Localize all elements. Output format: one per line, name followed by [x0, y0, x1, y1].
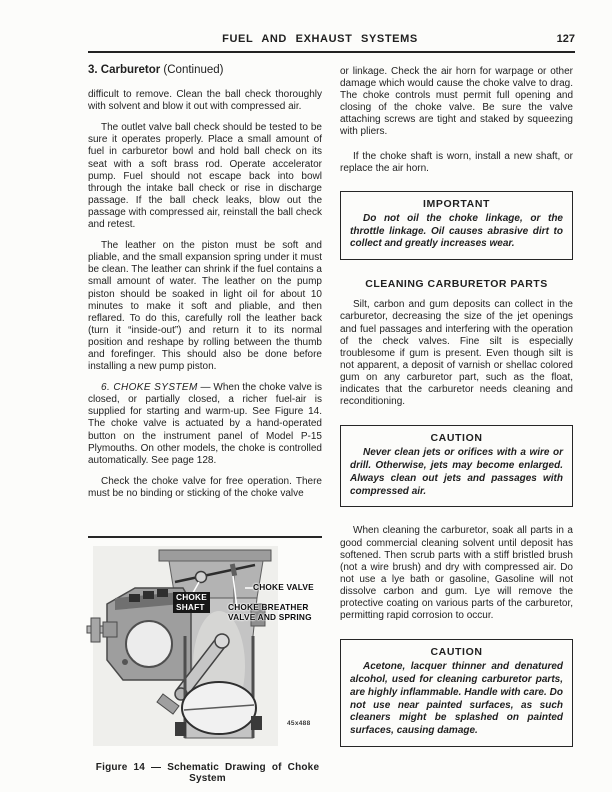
- left-column: [88, 64, 322, 532]
- section-heading-carburetor: [88, 64, 322, 76]
- section-heading-number-title: 3. Carburetor: [88, 64, 161, 76]
- heading-cleaning-carburetor-parts: CLEANING CARBURETOR PARTS: [365, 278, 548, 291]
- label-choke-breather-line2: VALVE AND SPRING: [228, 611, 312, 622]
- header-rule: [88, 51, 575, 53]
- paragraph-choke-shaft-worn: If the choke shaft is worn, install a new shaft, or replace the air horn.: [340, 150, 573, 174]
- page-number: 127: [556, 33, 575, 45]
- caution-box-acetone: [340, 639, 573, 747]
- important-box-title: IMPORTANT: [422, 197, 491, 210]
- label-choke-breather: [228, 603, 312, 622]
- caution-box-jets-title: CAUTION: [430, 432, 483, 445]
- important-box-body: Do not oil the choke linkage, or the throttle linkage. Oil causes abrasive dirt to collect and greatly increases wear.: [350, 212, 563, 250]
- right-column: [340, 66, 573, 766]
- important-box: [340, 191, 573, 260]
- caution-box-jets-body: Never clean jets or orifices with a wire or drill. Otherwise, jets may become enlarged. Always clean out jets and passages with compressed air.: [350, 447, 563, 497]
- figure-divider-rule: [88, 536, 322, 538]
- label-choke-shaft-line2: SHAFT: [176, 601, 205, 612]
- paragraph-silt-carbon: Silt, carbon and gum deposits can collect in the carburetor, decreasing the size of the jet openings and fuel passages and interfering with the operation of the check valves. Fine silt is especially troublesome if gum is present. Even though silt is not apparent, a deposit of varnish or shellac colored gum on any carburetor part, such as the float, indicates that the carburetor needs cleaning and reconditioning.: [340, 299, 573, 408]
- choke-system-text: — When the choke valve is closed, or partially closed, a richer fuel-air is supplied for starting and warm-up. See Figure 14. The choke valve is actuated by a hand-operated button on the instrument panel of Model P-15 Plymouths. On other models, the choke is controlled automatically. See page 128.: [88, 382, 322, 466]
- figure-14-block: [85, 536, 330, 784]
- label-choke-shaft: [173, 592, 210, 613]
- paragraph-check-choke-valve: Check the choke valve for free operation. There must be no binding or sticking of the choke valve: [88, 475, 322, 499]
- page-header-title: FUEL AND EXHAUST SYSTEMS: [222, 33, 418, 45]
- paragraph-ball-check: difficult to remove. Clean the ball check thoroughly with solvent and blow it out with compressed air.: [88, 89, 322, 113]
- paragraph-air-horn: or linkage. Check the air horn for warpage or other damage which would cause the choke valve to drag. The choke controls must permit full opening and closing of the choke valve. Be sure the valve attaching screws are tight and staked by squeezing with pliers.: [340, 66, 573, 138]
- paragraph-outlet-valve: The outlet valve ball check should be tested to be sure it operates properly. Place a small amount of fuel in carburetor bowl and hold ball check on its seat with a soft brass rod. Operate accelerator pump. Fuel should not escape back into bowl through the intake ball check or rise in discharge passage. If the ball check leaks, blow out the passage with compressed air, reinstall the ball check and retest.: [88, 122, 322, 231]
- label-choke-valve: CHOKE VALVE: [253, 582, 314, 592]
- caution-box-jets: [340, 425, 573, 507]
- paragraph-leather-piston: The leather on the piston must be soft and pliable, and the small expansion spring under it must be clean. The leather can shrink if the fuel contains a small amount of water. The leather on the pump piston should be soaked in light oil for about 10 minutes to make it soft and pliable, and then reflared. To do this, carefully roll the leather back (turn it “inside-out”) and return it to its normal position and reshape by rolling between the thumb and forefinger. This should also be done before installing a new pump piston.: [88, 240, 322, 373]
- label-choke-breather-line1: CHOKE BREATHER: [228, 602, 309, 612]
- paragraph-cleaning-solvent: When cleaning the carburetor, soak all parts in a good commercial cleaning solvent until deposit has softened. Then scrub parts with a stiff bristled brush (not a wire brush) and dry with compressed air. Do not use a lye bath or gasoline, Gasoline will not dissolve carbon and gum. Lye will remove the protective coating on various parts of the carburetor, permitting rapid corrosion to occur.: [340, 525, 573, 622]
- figure-photo-id: 45x488: [287, 720, 311, 727]
- caution-box-acetone-body: Acetone, lacquer thinner and denatured alcohol, used for cleaning carburetor parts, are highly inflammable. Handle with care. Do not use near painted surfaces, as such cleaners might be splashed on painted surfaces, causing damage.: [350, 661, 563, 737]
- choke-system-heading: 6. CHOKE SYSTEM: [101, 382, 198, 394]
- figure-canvas: [85, 546, 330, 754]
- paragraph-choke-system: [88, 382, 322, 467]
- caution-box-acetone-title: CAUTION: [430, 646, 483, 659]
- section-heading-continued: (Continued): [160, 64, 224, 76]
- figure-caption: Figure 14 — Schematic Drawing of Choke System: [95, 762, 320, 784]
- label-choke-shaft-line1: CHOKE: [176, 592, 207, 602]
